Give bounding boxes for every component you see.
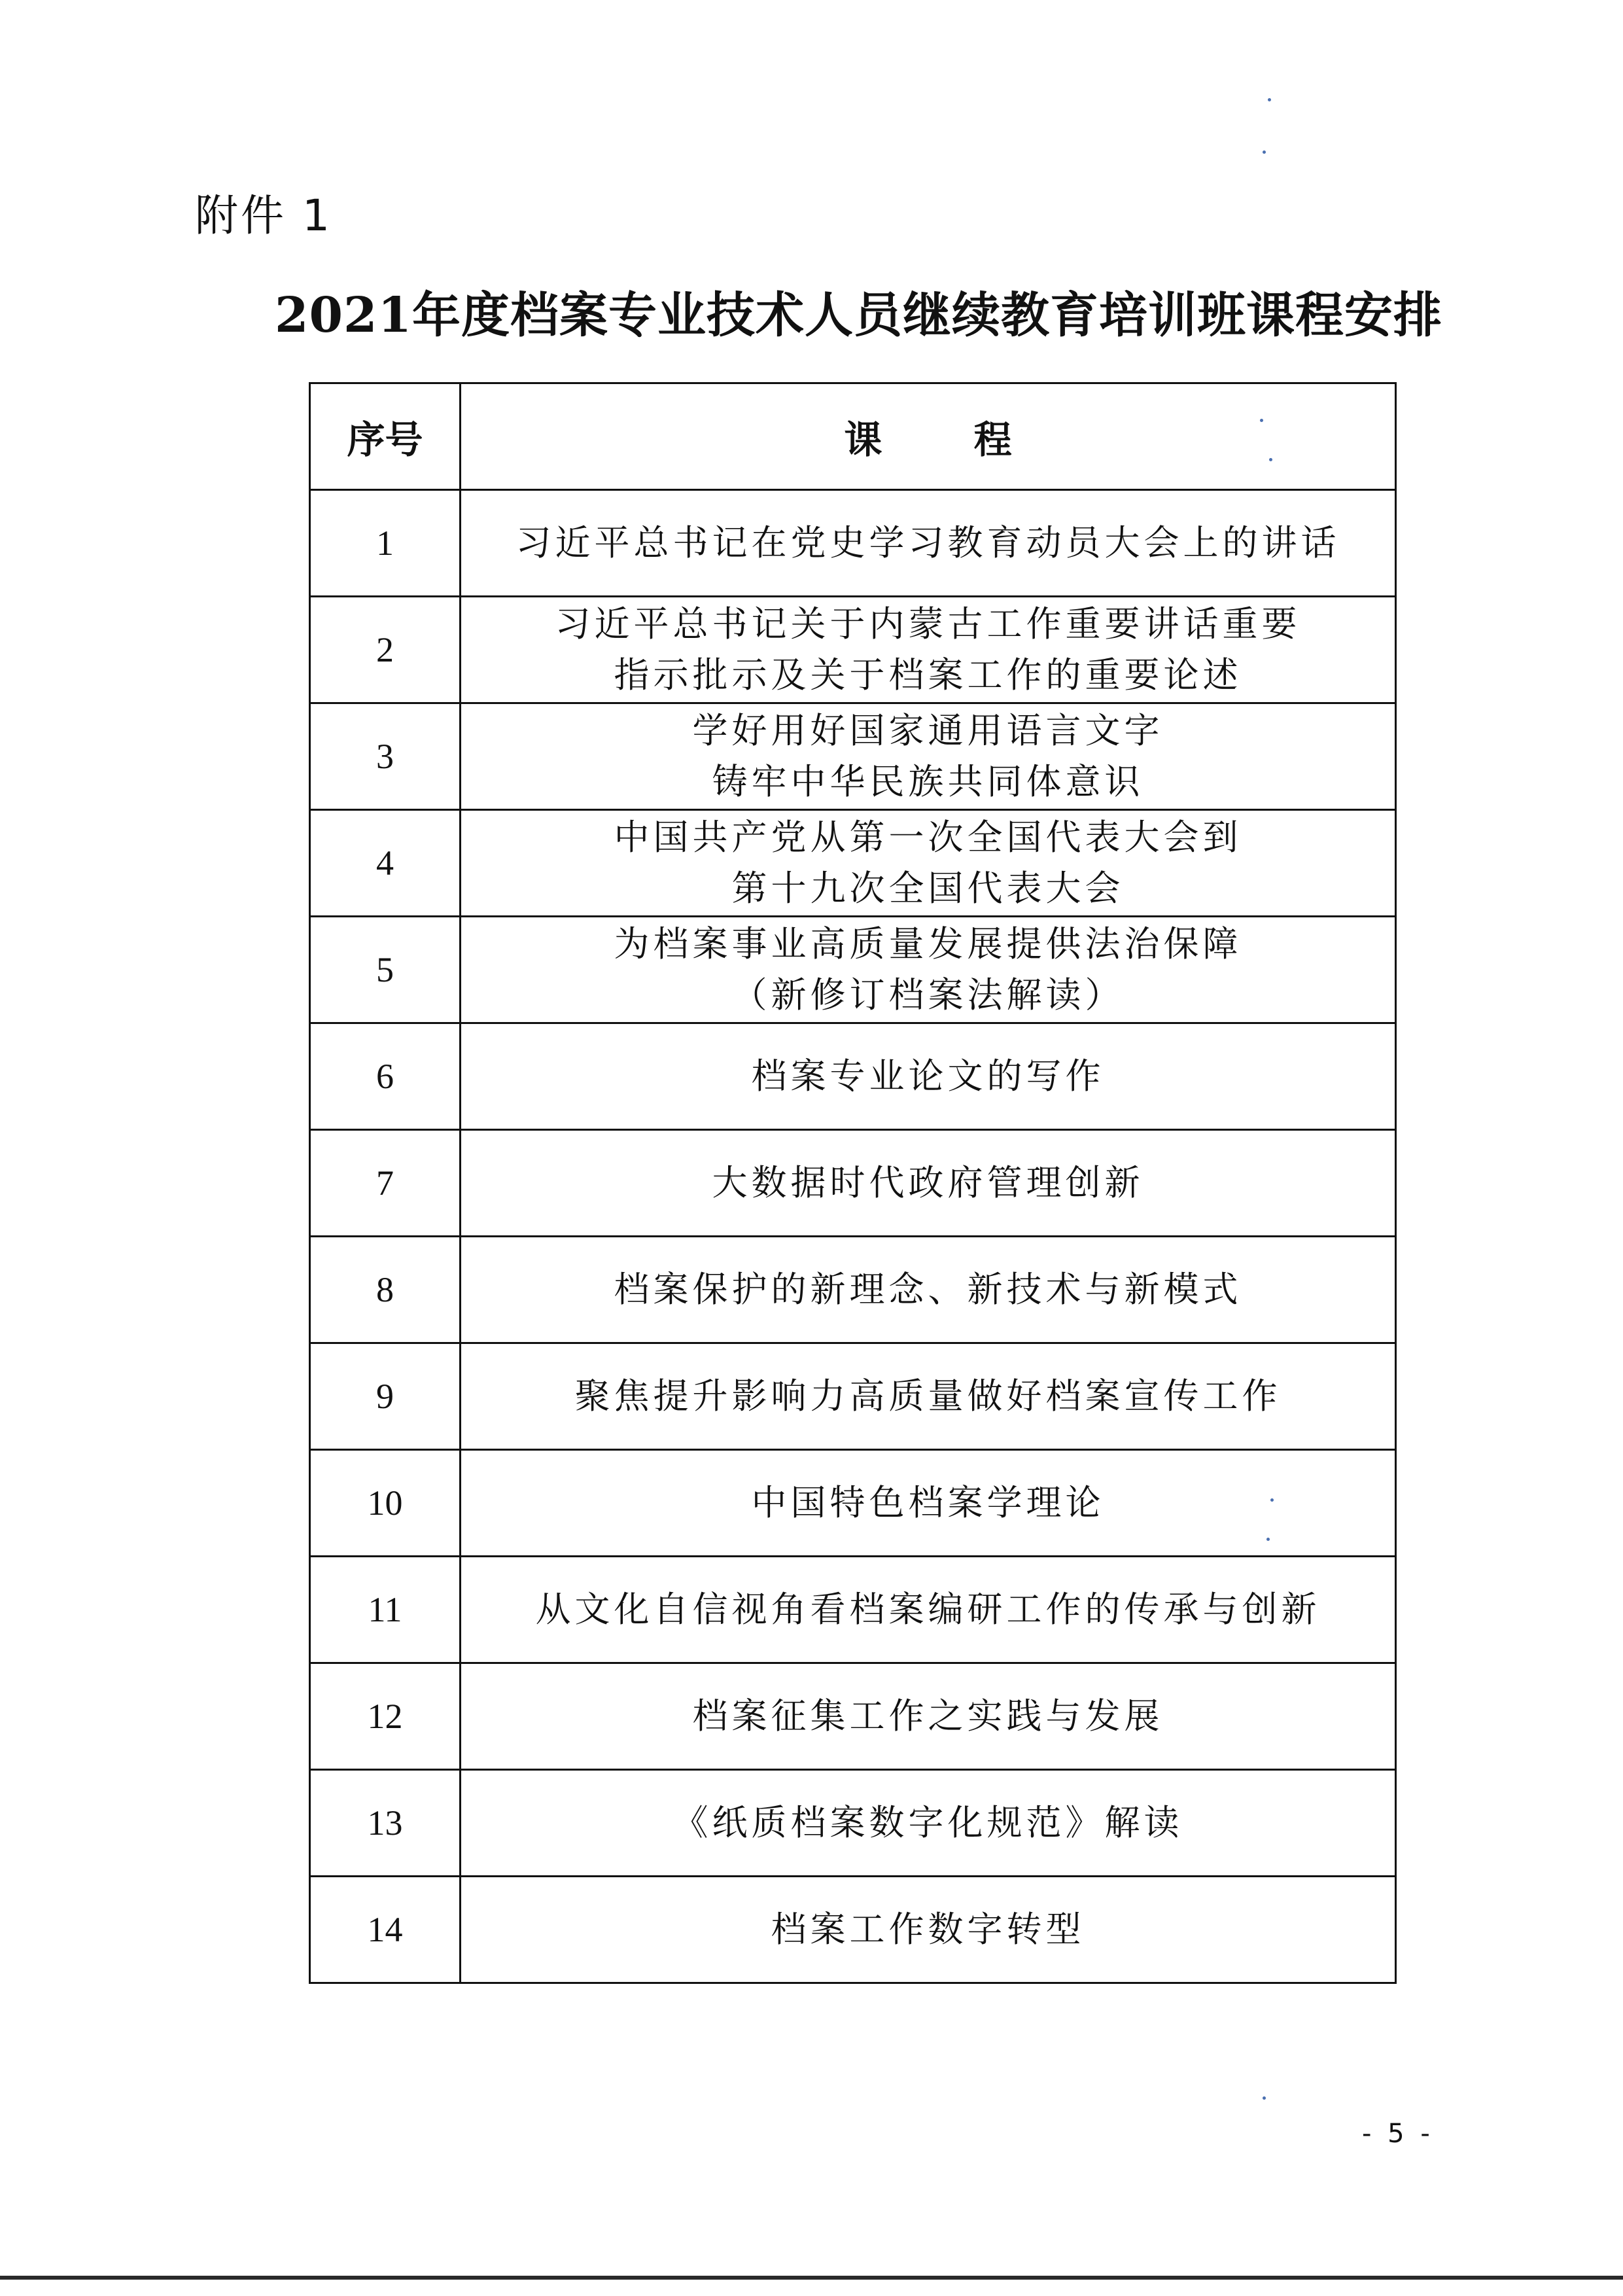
attachment-label-text: 附件 <box>195 190 287 241</box>
row-seq: 6 <box>310 1023 461 1130</box>
row-course <box>461 1877 1396 1983</box>
scan-speck <box>1268 98 1271 101</box>
row-seq: 1 <box>310 490 461 597</box>
scan-speck <box>1269 458 1272 461</box>
row-seq: 2 <box>310 597 461 703</box>
row-course <box>461 917 1396 1023</box>
page-number: - 5 - <box>1362 2119 1434 2149</box>
course-line: 档案保护的新理念、新技术与新模式 <box>614 1269 1242 1310</box>
course-line: 习近平总书记在党史学习教育动员大会上的讲话 <box>515 522 1340 563</box>
course-line: 档案征集工作之实践与发展 <box>692 1695 1164 1737</box>
course-line: （新修订档案法解读） <box>731 974 1125 1016</box>
scan-speck <box>1270 1498 1274 1502</box>
attachment-number: 1 <box>302 190 332 241</box>
table-row <box>310 703 1396 810</box>
course-line: 聚焦提升影响力高质量做好档案宣传工作 <box>574 1375 1282 1417</box>
course-line: 习近平总书记关于内蒙古工作重要讲话重要 <box>555 603 1301 645</box>
table-row <box>310 1770 1396 1877</box>
table-header-row <box>310 383 1396 490</box>
course-line: 学好用好国家通用语言文字 <box>692 710 1164 751</box>
row-course <box>461 703 1396 810</box>
course-line: 大数据时代政府管理创新 <box>712 1162 1144 1203</box>
header-seq: 序号 <box>310 383 461 490</box>
scan-speck <box>1263 150 1266 154</box>
table-row <box>310 1023 1396 1130</box>
row-course <box>461 1663 1396 1770</box>
row-seq: 13 <box>310 1770 461 1877</box>
course-line: 为档案事业高质量发展提供法治保障 <box>614 923 1242 964</box>
course-line: 《纸质档案数字化规范》解读 <box>672 1802 1183 1843</box>
table-row <box>310 917 1396 1023</box>
row-seq: 3 <box>310 703 461 810</box>
row-seq: 9 <box>310 1343 461 1450</box>
attachment-label <box>195 190 332 242</box>
scan-speck <box>1260 419 1263 422</box>
scan-speck <box>1266 1538 1270 1541</box>
course-line: 中国特色档案学理论 <box>751 1482 1105 1523</box>
header-course <box>461 383 1396 490</box>
table-row <box>310 1450 1396 1557</box>
scan-edge-rule <box>0 2276 1623 2280</box>
row-course <box>461 1557 1396 1663</box>
course-line: 中国共产党从第一次全国代表大会到 <box>614 817 1242 858</box>
table-row <box>310 1877 1396 1983</box>
course-line: 档案工作数字转型 <box>771 1909 1085 1950</box>
row-course <box>461 490 1396 597</box>
scan-speck <box>1263 2096 1266 2100</box>
row-seq: 10 <box>310 1450 461 1557</box>
row-course <box>461 1237 1396 1343</box>
table-row <box>310 597 1396 703</box>
course-line: 从文化自信视角看档案编研工作的传承与创新 <box>535 1589 1321 1630</box>
row-course <box>461 1023 1396 1130</box>
row-course <box>461 1343 1396 1450</box>
document-title: 2021年度档案专业技术人员继续教育培训班课程安排 <box>275 287 1442 344</box>
header-course-label: 课 程 <box>844 417 1051 462</box>
row-seq: 11 <box>310 1557 461 1663</box>
row-course <box>461 1130 1396 1237</box>
row-course <box>461 810 1396 917</box>
row-seq: 4 <box>310 810 461 917</box>
table-row <box>310 1237 1396 1343</box>
table-row <box>310 1343 1396 1450</box>
course-line: 铸牢中华民族共同体意识 <box>712 761 1144 802</box>
table-row <box>310 1130 1396 1237</box>
course-schedule-table <box>309 382 1397 1984</box>
row-course <box>461 597 1396 703</box>
course-line: 档案专业论文的写作 <box>751 1055 1105 1097</box>
row-seq: 14 <box>310 1877 461 1983</box>
row-seq: 5 <box>310 917 461 1023</box>
row-course <box>461 1770 1396 1877</box>
row-seq: 12 <box>310 1663 461 1770</box>
course-line: 指示批示及关于档案工作的重要论述 <box>614 654 1242 696</box>
row-course <box>461 1450 1396 1557</box>
row-seq: 8 <box>310 1237 461 1343</box>
row-seq: 7 <box>310 1130 461 1237</box>
course-line: 第十九次全国代表大会 <box>731 868 1125 909</box>
table-row <box>310 810 1396 917</box>
table-row <box>310 490 1396 597</box>
table-row <box>310 1663 1396 1770</box>
table-row <box>310 1557 1396 1663</box>
